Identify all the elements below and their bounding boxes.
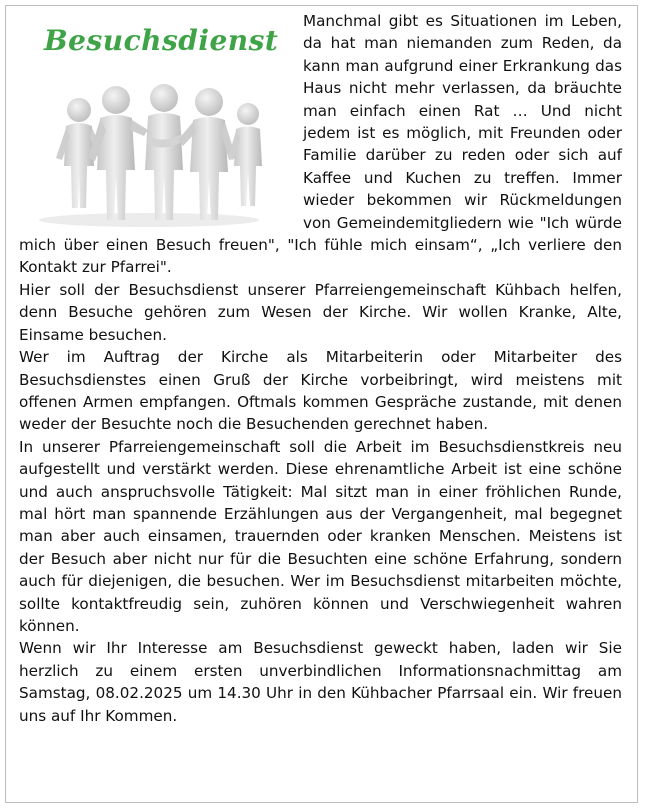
paragraph-volunteering: In unserer Pfarreiengemeinschaft soll die Arbeit im Besuchsdienstkreis neu aufgestellt und verstärkt werden. Diese ehrenamtliche Arbeit ist eine schöne und auch anspruchsvolle Tätigkeit: Mal sitzt man in einer fröhlichen Runde, mal hört man spannende Erzählungen aus der Vergangenheit, mal begegnet man aber auch einsamen, trauernden oder kranken Menschen. Meistens ist der Besuch aber nicht nur für die Besuchten eine schöne Erfahrung, sondern auch für diejenigen, die besuchen. Wer im Besuchsdienst mitarbeiten möchte, sollte kontaktfreudig sein, zuhören können und Verschwiegenheit wahren können. xyxy=(19,437,622,635)
paragraph-intro: Manchmal gibt es Situationen im Leben, da hat man niemanden zum Reden, da kann man aufgrund einer Erkrankung das Haus nicht mehr verlassen, da bräuchte man einfach einen Rat … Und nicht jedem ist es möglich, mit Freunden oder Familie darüber zu reden oder sich auf Kaffee und Kuchen zu treffen. Immer wieder bekommen wir Rückmeldungen von Gemeindemitgliedern wie "Ich würde mich über einen Besuch freuen", "Ich fühle mich einsam“, „Ich verliere den Kontakt zur Pfarrei". xyxy=(19,12,622,277)
article-title: Besuchsdienst xyxy=(44,24,279,57)
paragraph-invitation: Wenn wir Ihr Interesse am Besuchsdienst geweckt haben, laden wir Sie herzlich zu einem ersten unverbindlichen Informationsnachmittag am Samstag, 08.02.2025 um 14.30 Uhr in den Kühbacher Pfarrsaal ein. Wir freuen uns auf Ihr Kommen. xyxy=(19,639,622,725)
people-group-icon xyxy=(24,70,274,230)
article-body xyxy=(19,10,622,727)
paragraph-experience: Wer im Auftrag der Kirche als Mitarbeiterin oder Mitarbeiter des Besuchsdienstes einen Gruß der Kirche vorbeibringt, wird meistens mit offenen Armen empfangen. Oftmals kommen Gespräche zustande, mit denen weder der Besuchte noch die Besuchenden gerechnet haben. xyxy=(19,348,622,434)
header-figure xyxy=(19,10,295,234)
paragraph-purpose: Hier soll der Besuchsdienst unserer Pfarreiengemeinschaft Kühbach helfen, denn Besuche gehören zum Wesen der Kirche. Wir wollen Kranke, Alte, Einsame besuchen. xyxy=(19,280,622,344)
